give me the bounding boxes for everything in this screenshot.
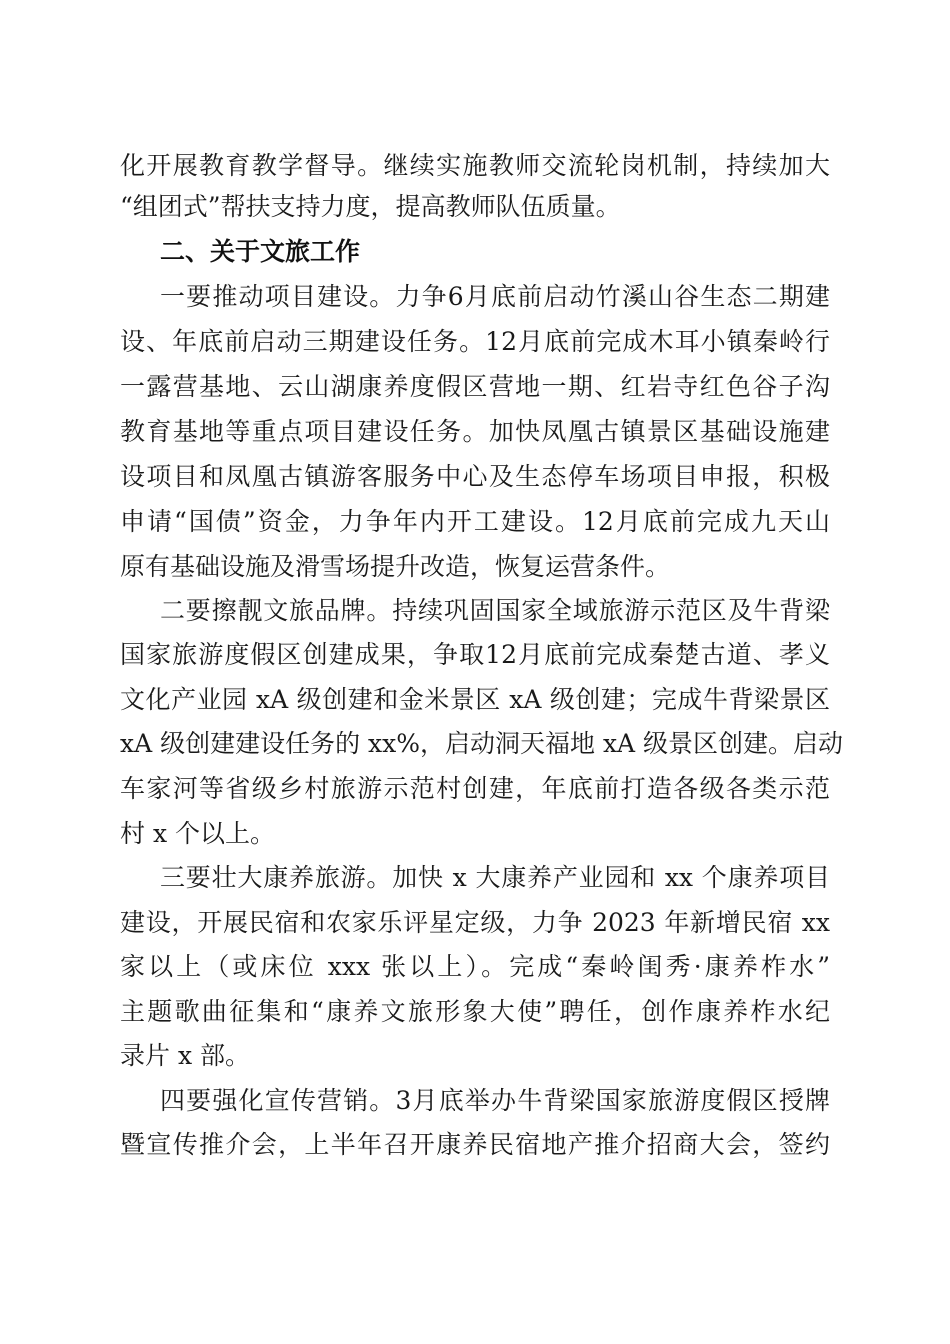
paragraph-line: 主题歌曲征集和“康养文旅形象大使”聘任，创作康养柞水纪	[120, 997, 830, 1026]
paragraph-line: 一要推动项目建设。力争6月底前启动竹溪山谷生态二期建	[160, 282, 830, 311]
paragraph-line: “组团式”帮扶支持力度，提高教师队伍质量。	[120, 192, 621, 221]
paragraph-line: 家以上（或床位 xxx 张以上）。完成“秦岭闺秀·康养柞水”	[120, 952, 830, 981]
paragraph-line: 录片 x 部。	[120, 1041, 250, 1070]
paragraph-line: 一露营基地、云山湖康养度假区营地一期、红岩寺红色谷子沟	[120, 372, 830, 401]
section-heading: 二、关于文旅工作	[160, 237, 361, 266]
paragraph-line: 申请“国债”资金，力争年内开工建设。12月底前完成九天山	[120, 507, 830, 536]
paragraph-line: 教育基地等重点项目建设任务。加快凤凰古镇景区基础设施建	[120, 417, 830, 446]
paragraph-line: 三要壮大康养旅游。加快 x 大康养产业园和 xx 个康养项目	[160, 863, 830, 892]
paragraph-line: xA 级创建建设任务的 xx%，启动洞天福地 xA 级景区创建。启动	[120, 729, 844, 758]
paragraph-line: 原有基础设施及滑雪场提升改造，恢复运营条件。	[120, 552, 671, 581]
paragraph-line: 暨宣传推介会，上半年召开康养民宿地产推介招商大会，签约	[120, 1130, 830, 1159]
paragraph-line: 化开展教育教学督导。继续实施教师交流轮岗机制，持续加大	[120, 151, 830, 180]
paragraph-line: 设项目和凤凰古镇游客服务中心及生态停车场项目申报，积极	[120, 462, 830, 491]
paragraph-line: 设、年底前启动三期建设任务。12月底前完成木耳小镇秦岭行	[120, 327, 830, 356]
paragraph-line: 四要强化宣传营销。3月底举办牛背梁国家旅游度假区授牌	[160, 1086, 830, 1115]
paragraph-line: 建设，开展民宿和农家乐评星定级，力争 2023 年新增民宿 xx	[120, 908, 830, 937]
paragraph-line: 村 x 个以上。	[120, 819, 275, 848]
paragraph-line: 文化产业园 xA 级创建和金米景区 xA 级创建；完成牛背梁景区	[120, 685, 830, 714]
paragraph-line: 车家河等省级乡村旅游示范村创建，年底前打造各级各类示范	[120, 774, 830, 803]
paragraph-line: 国家旅游度假区创建成果，争取12月底前完成秦楚古道、孝义	[120, 640, 830, 669]
paragraph-line: 二要擦靓文旅品牌。持续巩固国家全域旅游示范区及牛背梁	[160, 596, 830, 625]
